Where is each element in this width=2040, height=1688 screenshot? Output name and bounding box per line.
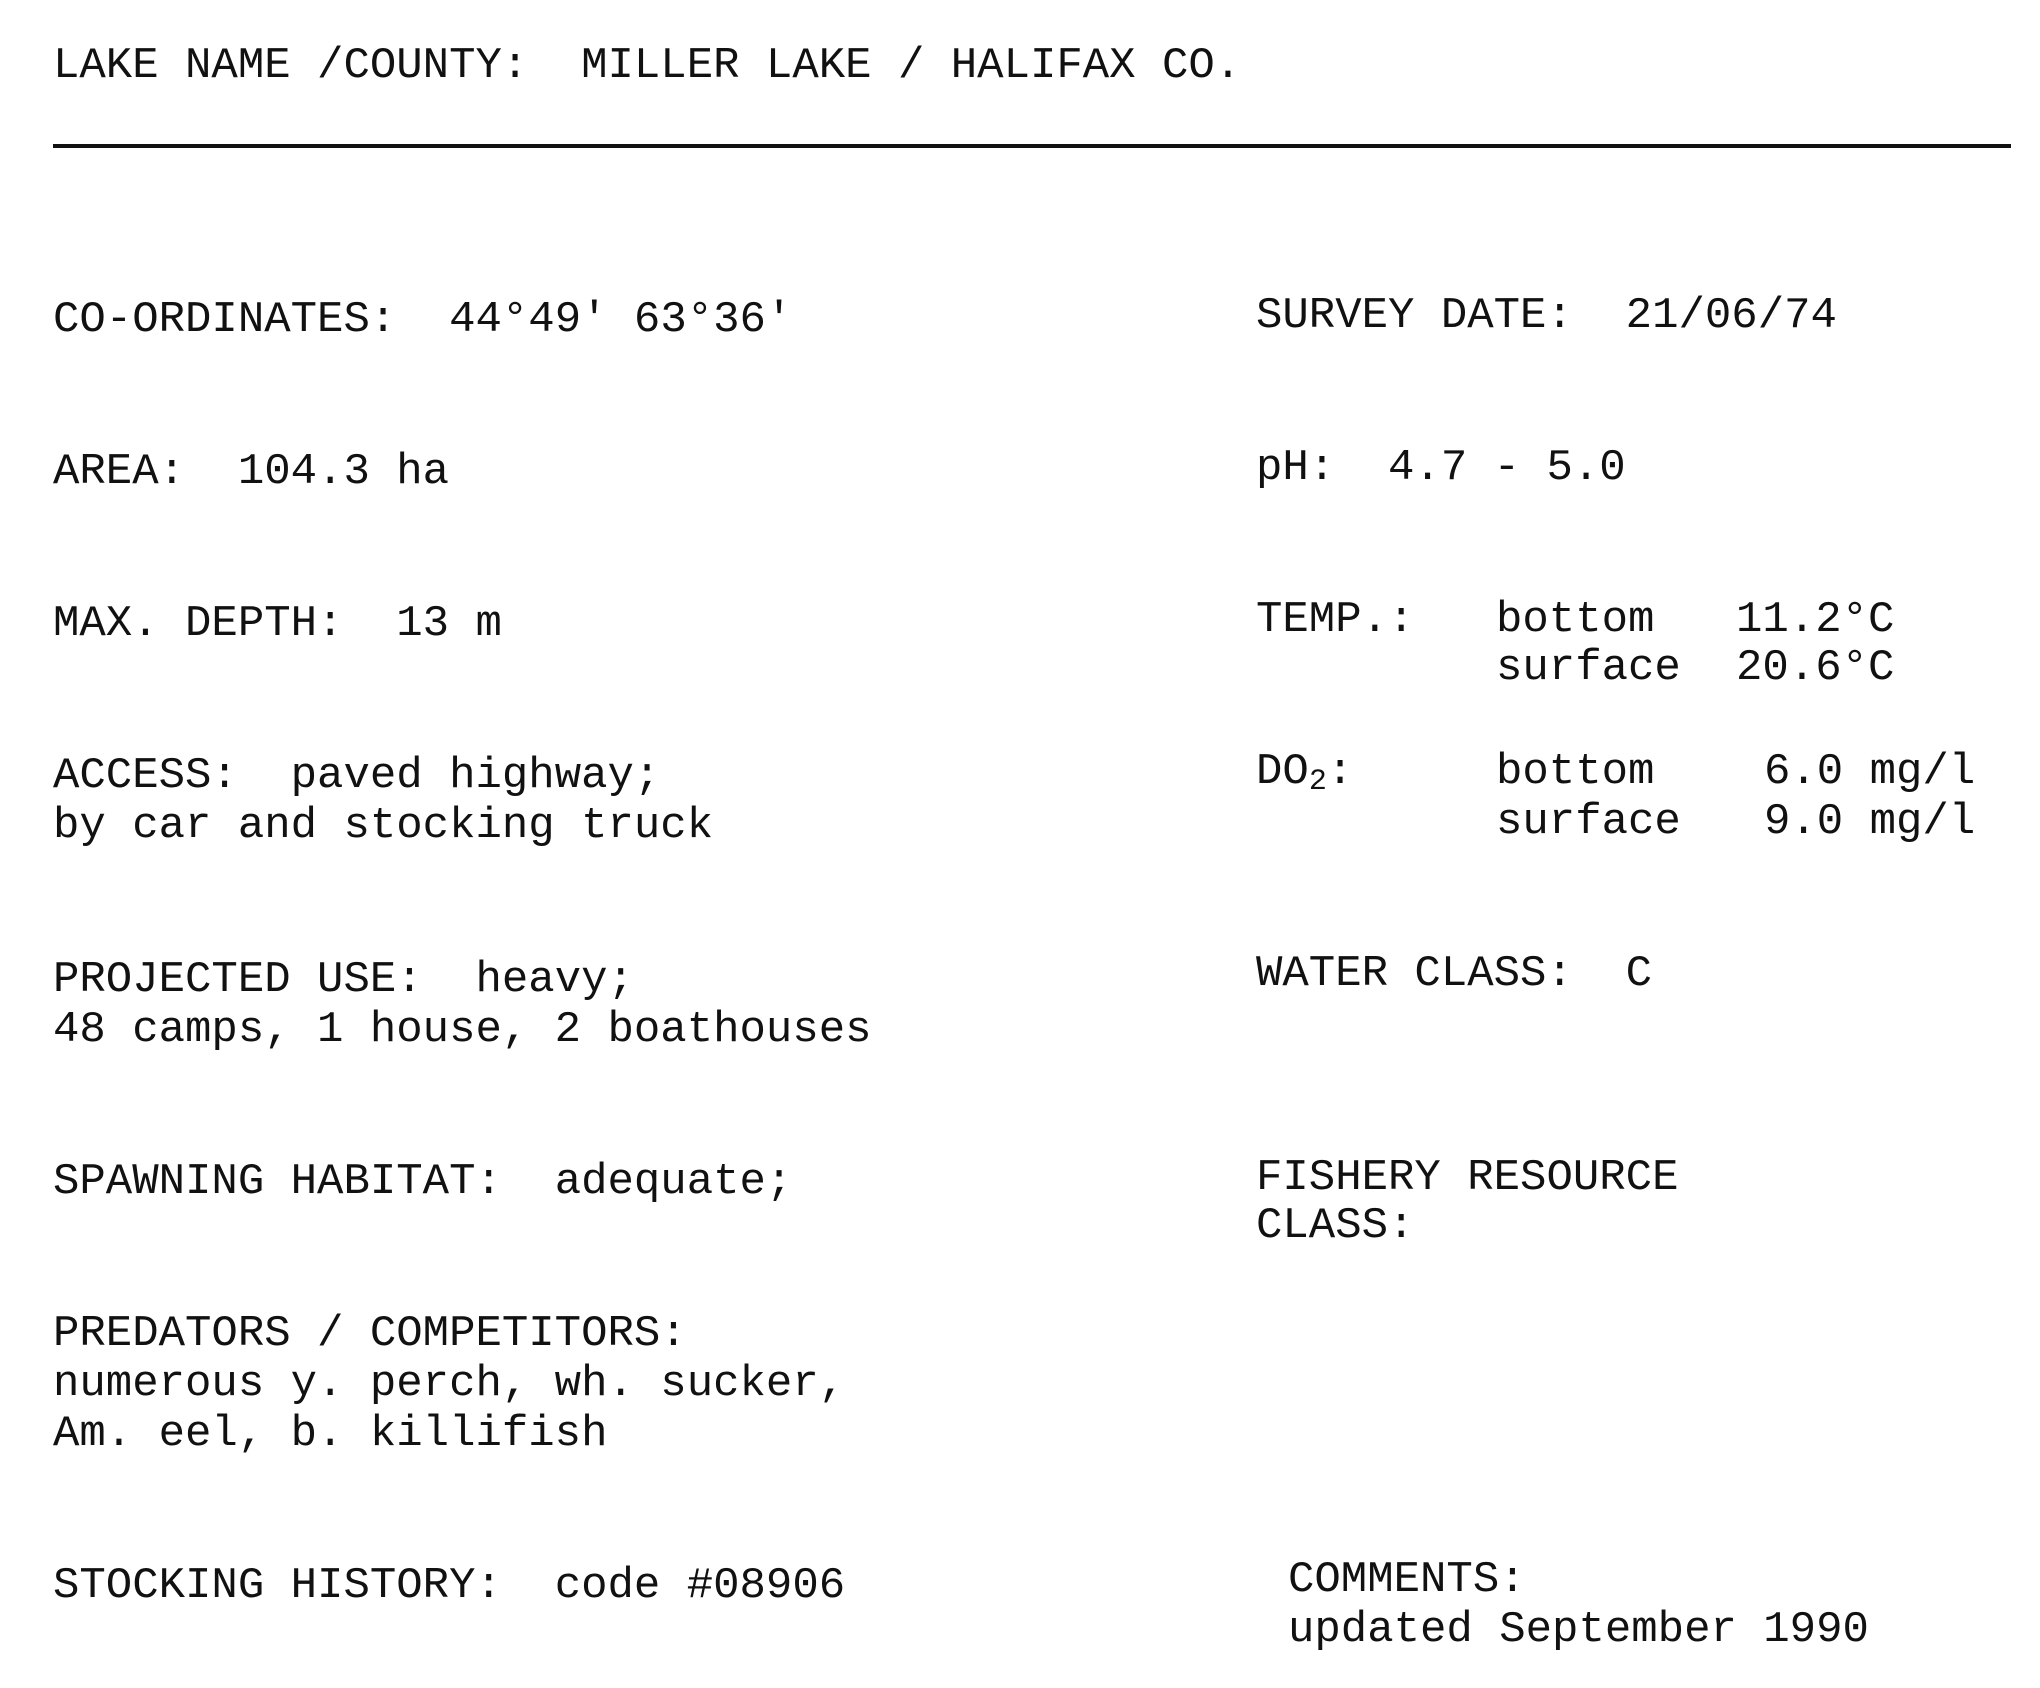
- water-class-value: C: [1625, 949, 1653, 999]
- ph-label: pH:: [1256, 443, 1336, 493]
- header-label: LAKE NAME /COUNTY:: [53, 41, 529, 91]
- fishery-line1: FISHERY RESOURCE: [1256, 1153, 1679, 1203]
- max-depth-field: [53, 598, 502, 650]
- header-lake-county: [53, 40, 1241, 92]
- spawning-value: adequate;: [554, 1157, 793, 1207]
- do2-label-colon: :: [1326, 747, 1354, 797]
- max-depth-value: 13 m: [396, 599, 502, 649]
- spawning-label: SPAWNING HABITAT:: [53, 1157, 502, 1207]
- header-value: MILLER LAKE / HALIFAX CO.: [581, 41, 1242, 91]
- temp-label: TEMP.:: [1256, 595, 1415, 645]
- coordinates-field: [53, 294, 792, 346]
- access-line2: by car and stocking truck: [53, 801, 714, 851]
- survey-date-label: SURVEY DATE:: [1256, 291, 1573, 341]
- do2-label-sub: 2: [1308, 765, 1327, 799]
- temp-surface-value: 20.6°C: [1736, 643, 1895, 693]
- stocking-history-field: [53, 1560, 845, 1612]
- area-label: AREA:: [53, 447, 186, 497]
- coordinates-value: 44°49' 63°36': [449, 295, 793, 345]
- max-depth-label: MAX. DEPTH:: [53, 599, 344, 649]
- stocking-label: STOCKING HISTORY:: [53, 1561, 502, 1611]
- water-class-field: [1256, 948, 1652, 1000]
- do2-bottom-label: bottom: [1496, 747, 1655, 797]
- survey-date-value: 21/06/74: [1625, 291, 1837, 341]
- area-value: 104.3 ha: [237, 447, 450, 497]
- access-field: [53, 750, 660, 802]
- do2-surface-value: 9.0 mg/l: [1764, 797, 1976, 847]
- comments-label: COMMENTS:: [1288, 1555, 1526, 1605]
- spawning-habitat-field: [53, 1156, 792, 1208]
- do2-label: [1256, 746, 1353, 798]
- ph-field: [1256, 442, 1626, 494]
- stocking-value: code #08906: [554, 1561, 846, 1611]
- temp-bottom-value: 11.2°C: [1736, 595, 1895, 645]
- header-rule: [53, 144, 2011, 148]
- coordinates-label: CO-ORDINATES:: [53, 295, 397, 345]
- predators-line1: numerous y. perch, wh. sucker,: [53, 1359, 846, 1409]
- temp-bottom-label: bottom: [1496, 595, 1655, 645]
- do2-bottom-value: 6.0 mg/l: [1764, 747, 1976, 797]
- projected-use-label: PROJECTED USE:: [53, 955, 423, 1005]
- projected-use-value: heavy;: [475, 955, 634, 1005]
- comments-value: updated September 1990: [1288, 1605, 1869, 1655]
- do2-label-main: DO: [1256, 747, 1309, 797]
- water-class-label: WATER CLASS:: [1256, 949, 1573, 999]
- projected-use-field: [53, 954, 634, 1006]
- predators-label: PREDATORS / COMPETITORS:: [53, 1309, 687, 1359]
- projected-use-line2: 48 camps, 1 house, 2 boathouses: [53, 1005, 872, 1055]
- temp-surface-label: surface: [1496, 643, 1681, 693]
- ph-value: 4.7 - 5.0: [1388, 443, 1626, 493]
- predators-line2: Am. eel, b. killifish: [53, 1409, 608, 1459]
- area-field: [53, 446, 449, 498]
- do2-surface-label: surface: [1496, 797, 1681, 847]
- access-value: paved highway;: [290, 751, 661, 801]
- fishery-line2: CLASS:: [1256, 1201, 1415, 1251]
- survey-date-field: [1256, 290, 1837, 342]
- access-label: ACCESS:: [53, 751, 238, 801]
